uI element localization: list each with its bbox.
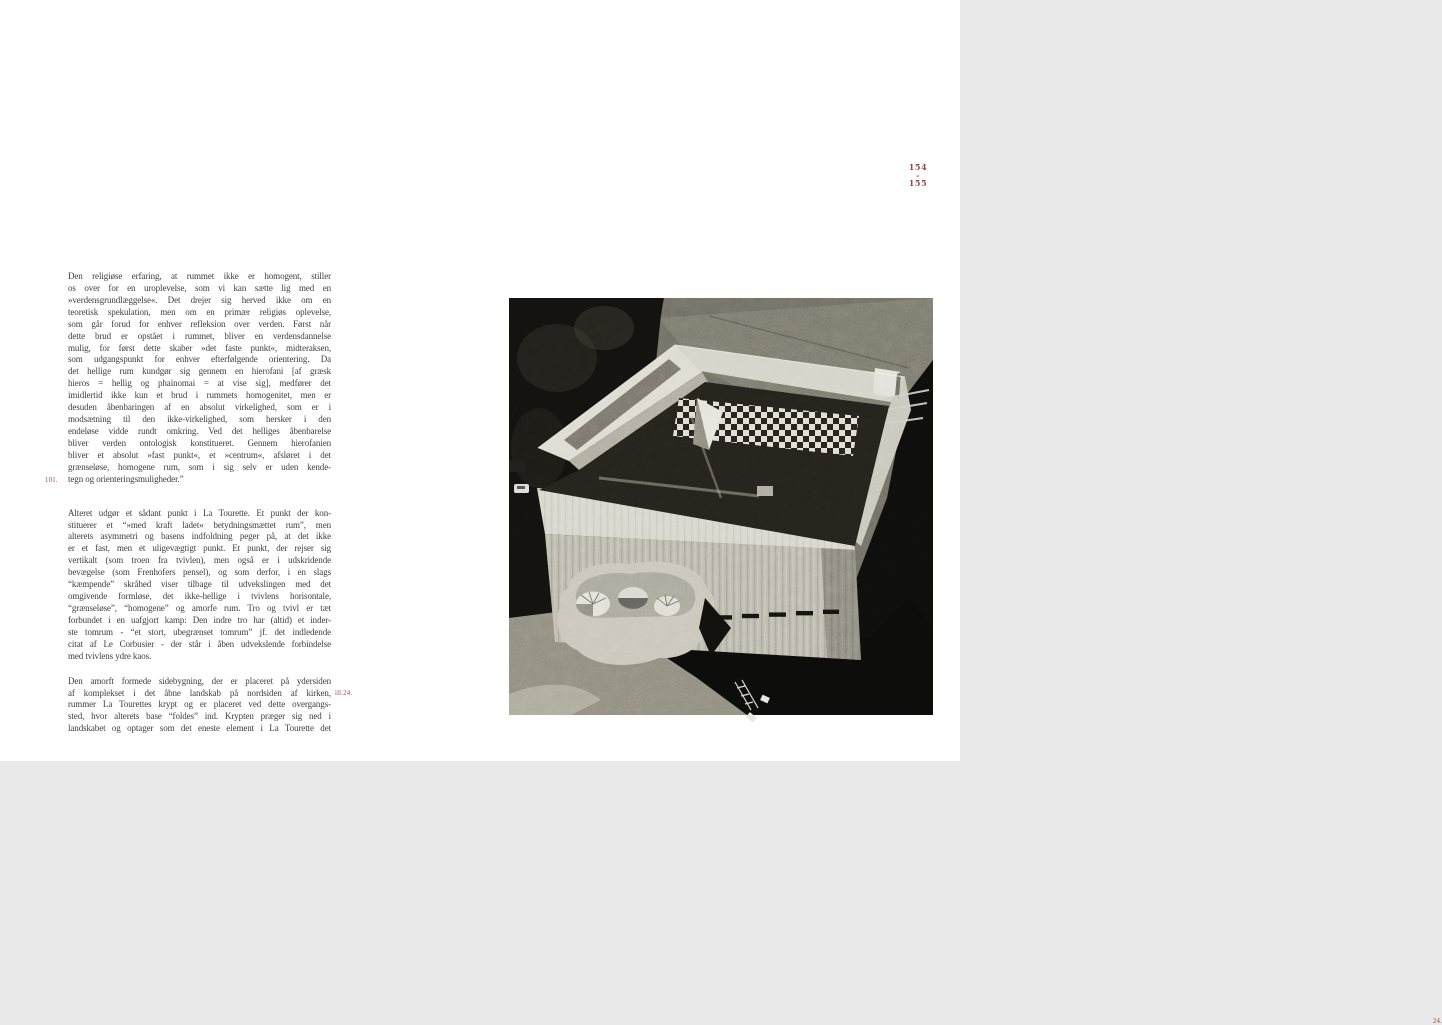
folio-right-page-number: 155 bbox=[908, 177, 928, 188]
text-line: ste tomrum - “et stort, ubegrænset tomrum” jf. det indledende bbox=[68, 626, 331, 637]
text-line: bliver et absolut »fast punkt«, et »centrum«, afsløret i det bbox=[68, 449, 331, 460]
text-line: modsætning til den ikke-virkelighed, som hersker i den bbox=[68, 414, 331, 425]
text-line: sted, hvor alterets base “foldes” ind. Krypten præger sig ned i bbox=[68, 711, 331, 722]
figure-caption: 24. bbox=[1432, 1018, 1442, 1025]
text-line: mulig, for først dette skaber »det faste punkt«, midteraksen, bbox=[68, 342, 331, 353]
text-line: bevægelse (som Frenhofers pensel), og som derfor, i en slags bbox=[68, 567, 331, 578]
text-line: “kæmpende” skråhed viser tilbage til udvekslingen med det bbox=[68, 579, 331, 590]
margin-note-footnote: 101. bbox=[45, 477, 58, 484]
text-line: endeløse vidde rundt omkring. Ved det helliges åbenbarelse bbox=[68, 425, 331, 436]
text-column bbox=[68, 271, 331, 735]
text-line: citat af Le Corbusier - der står i åben udvekslende forbindelse bbox=[68, 638, 331, 649]
text-line: landskabet og optager som det eneste element i La Tourette det bbox=[68, 723, 331, 734]
text-line: bliver verden ontologisk konstitueret. Gennem hierofanien bbox=[68, 437, 331, 448]
text-line: af komplekset i det åbne landskab på nordsiden af kirken, bbox=[68, 687, 331, 698]
text-line: tegn og orienteringsmuligheder.” bbox=[68, 473, 184, 484]
folio-left-page-number: 154 bbox=[908, 162, 928, 172]
text-line: Den religiøse erfaring, at rummet ikke er homogent, stiller bbox=[68, 271, 331, 281]
text-line: »verdensgrundlæggelse«. Det drejer sig herved ikke om en bbox=[68, 294, 331, 305]
text-line: os over for en uroplevelse, som vi kan sætte lig med en bbox=[68, 282, 331, 293]
text-line: det hellige rum kundgør sig gennem en hierofani [af græsk bbox=[68, 366, 331, 377]
text-line: grænseløse, homogene rum, som i sig selv er uden kende- bbox=[68, 461, 331, 472]
paragraph bbox=[68, 271, 331, 486]
text-line: dette brud er opstået i rummet, bliver en verdensdannelse bbox=[68, 330, 331, 341]
text-line: Alteret udgør et sådant punkt i La Tourette. Et punkt der kon- bbox=[68, 507, 331, 518]
la-tourette-aerial-photo bbox=[509, 298, 933, 715]
monastery-photo-figure bbox=[509, 298, 1442, 1025]
text-line: Den amorft formede sidebygning, der er placeret på ydersiden bbox=[68, 675, 331, 686]
text-line: desuden åbenbaringen af en absolut virkelighed, som er i bbox=[68, 402, 331, 413]
folio-page-numbers bbox=[897, 163, 939, 187]
text-line: “grænseløse”, “homogene” og amorfe rum. Tro og tvivl er tæt bbox=[68, 602, 331, 613]
paragraph bbox=[68, 508, 331, 663]
text-line: er et fast, men et uligevægtigt punkt. Et punkt, der rejser sig bbox=[68, 543, 331, 554]
text-line: hieros = hellig og phainomai = at vise sig], medfører det bbox=[68, 378, 331, 389]
text-line: som udgangspunkt for enhver efterfølgende orientering. Da bbox=[68, 354, 331, 365]
text-line: teoretisk spekulation, men om en primær religiøs oplevelse, bbox=[68, 306, 331, 317]
margin-note-illustration: ill.24. bbox=[335, 690, 353, 697]
text-line: alterets asymmetri og basens indfoldning peger på, at det ikke bbox=[68, 531, 331, 542]
text-line: imidlertid ikke kun et brud i rummets homogenitet, men er bbox=[68, 390, 331, 401]
folio-dash: – bbox=[915, 170, 921, 180]
paragraph bbox=[68, 676, 331, 736]
text-line: rummer La Tourettes krypt og er placeret ved dette overgangs- bbox=[68, 699, 331, 710]
text-line: som går forud for enhver refleksion over verden. Først når bbox=[68, 318, 331, 329]
text-line: med tvivlens ydre kaos. bbox=[68, 650, 152, 661]
text-line: vertikalt (som troen fra tvivlen), men også er i udskridende bbox=[68, 555, 331, 566]
text-line: omgivende formløse, det ikke-hellige i tvivlens horisontale, bbox=[68, 591, 331, 602]
text-line: stituerer et “»med kraft ladet« betydningsmættet rum”, men bbox=[68, 519, 331, 530]
text-line: forbundet i en uafgjort kamp: Den indre tro har (altid) et inder- bbox=[68, 614, 331, 625]
